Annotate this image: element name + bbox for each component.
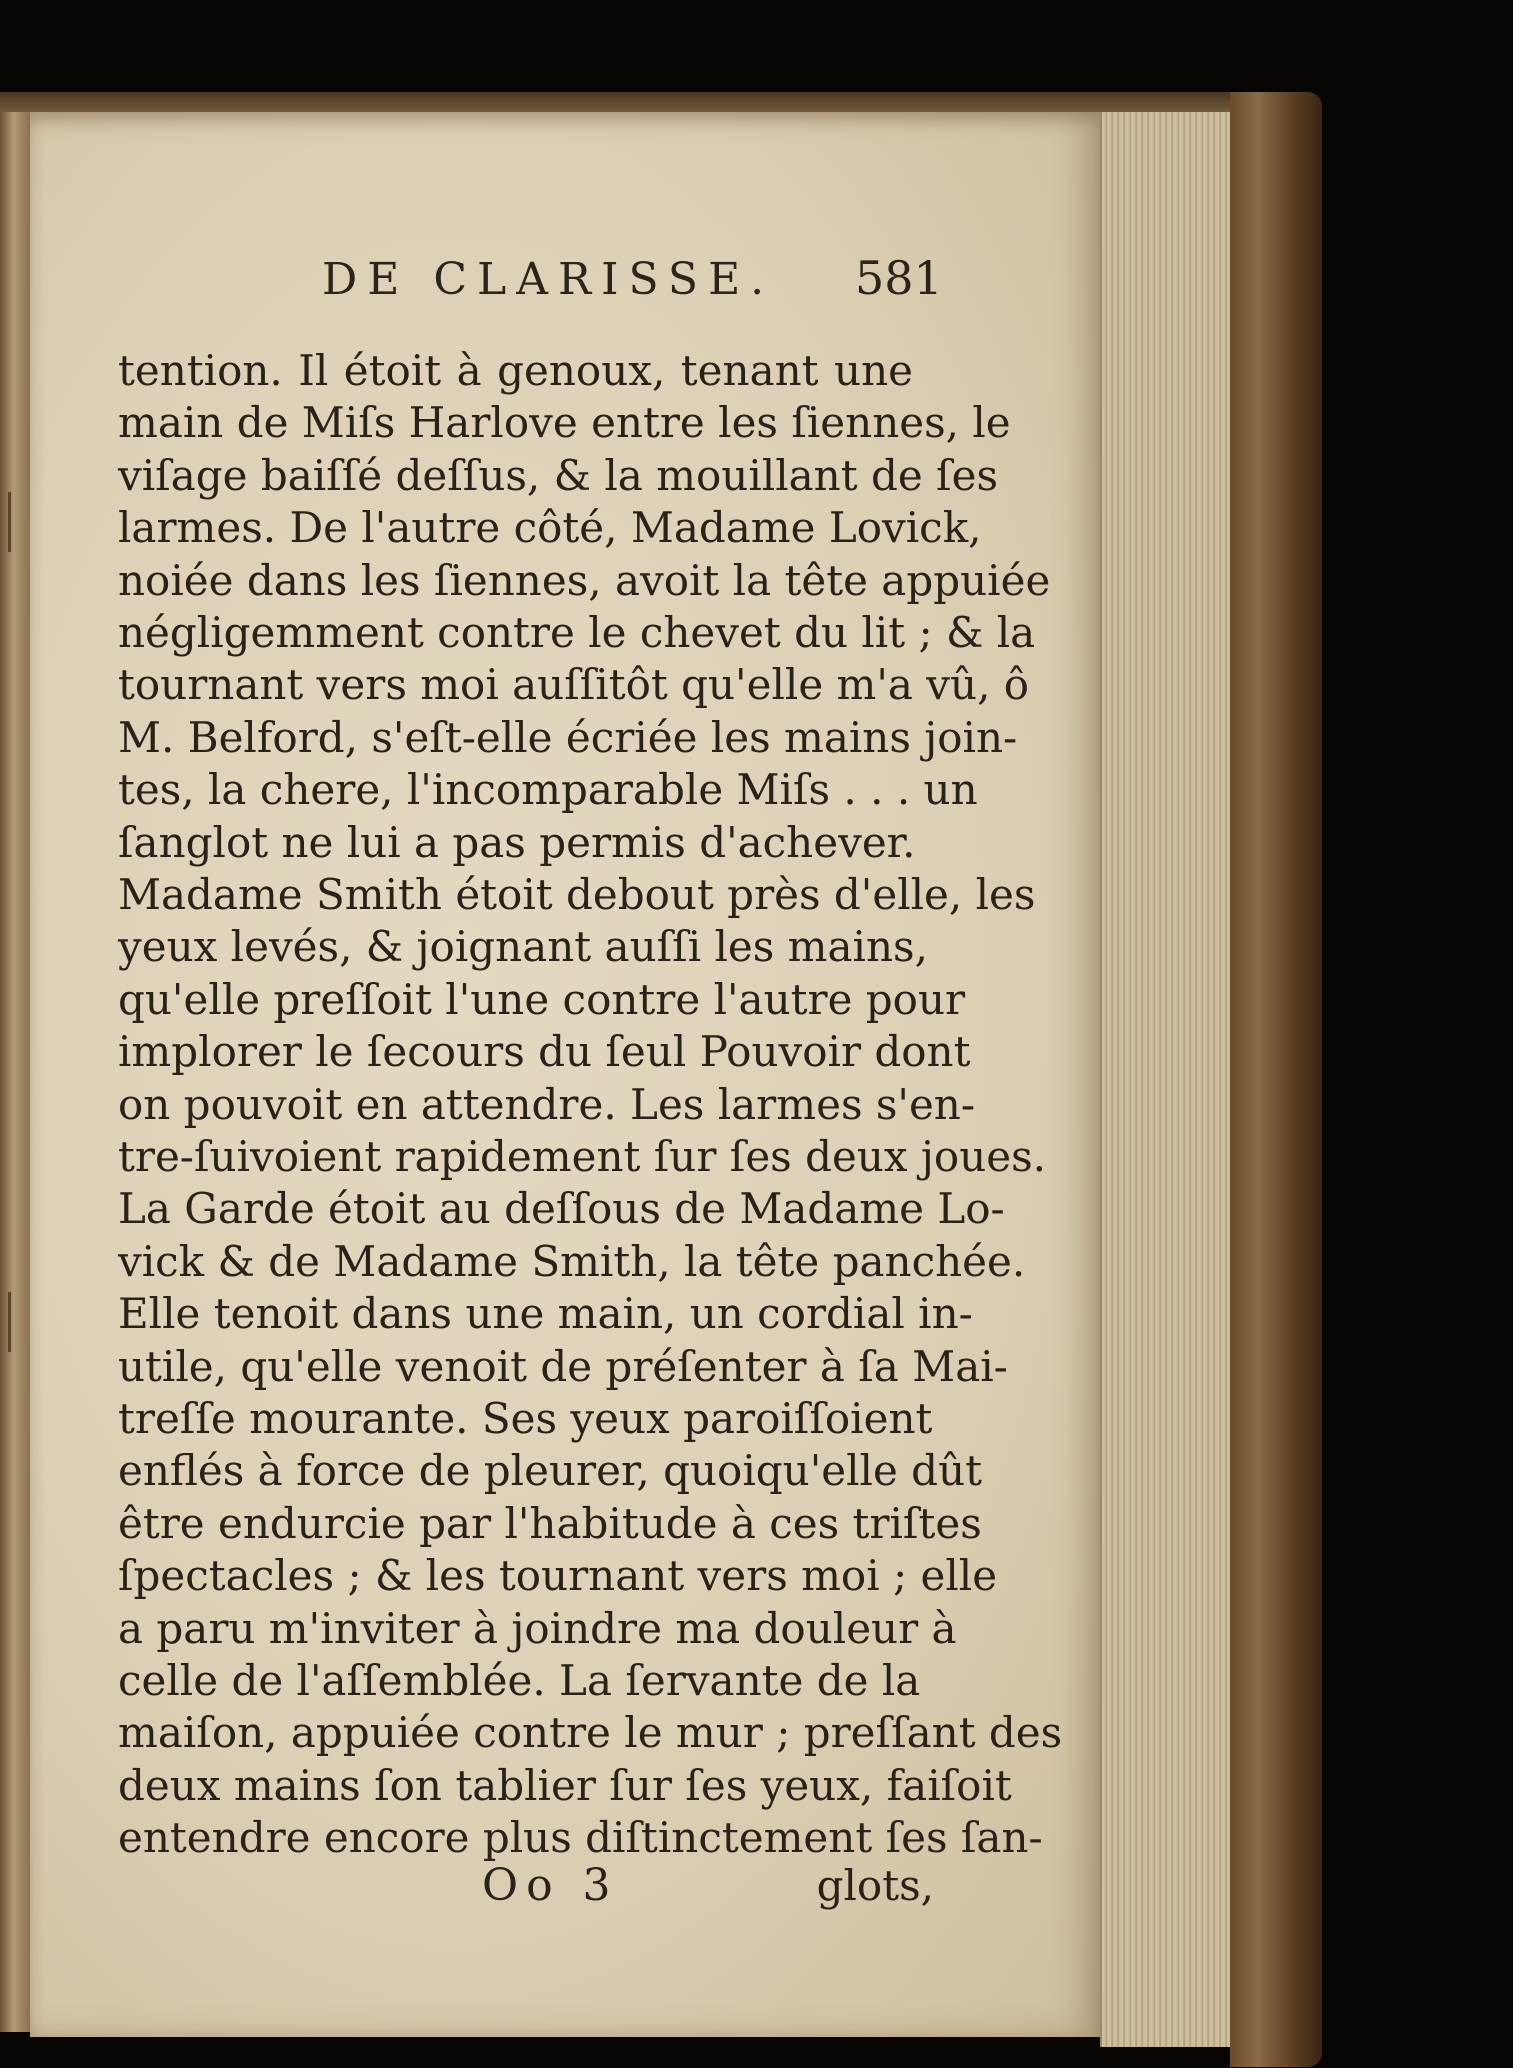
signature-mark: Oo 3 <box>482 1860 619 1911</box>
text-line: La Garde étoit au deſſous de Madame Lo- <box>118 1184 1005 1234</box>
text-line: M. Belford, s'eſt-elle écriée les mains join- <box>118 712 1018 762</box>
text-line: maiſon, appuiée contre le mur ; preſſant des <box>118 1708 1063 1758</box>
text-line: ſanglot ne lui a pas permis d'achever. <box>118 817 916 867</box>
running-head: DE CLARISSE. <box>322 254 775 305</box>
text-line: être endurcie par l'habitude à ces triſtes <box>118 1498 982 1548</box>
text-line: viſage baiſſé deſſus, & la mouillant de ſes <box>118 450 999 500</box>
leather-cover <box>1230 92 1322 2067</box>
binding-thread <box>8 492 11 552</box>
text-line: négligemment contre le chevet du lit ; & la <box>118 608 1036 657</box>
text-line: Elle tenoit dans une main, un cordial in- <box>118 1289 973 1339</box>
binding-thread <box>8 1292 11 1352</box>
text-line: yeux levés, & joignant auſſi les mains, <box>118 922 928 972</box>
text-line: qu'elle preſſoit l'une contre l'autre pour <box>118 974 966 1024</box>
page-block-edges <box>1100 112 1232 2047</box>
text-line: vick & de Madame Smith, la tête panchée. <box>118 1236 1026 1286</box>
text-line: enflés à force de pleurer, quoiqu'elle dût <box>118 1446 982 1496</box>
text-line: deux mains ſon tablier ſur ſes yeux, faiſoit <box>118 1760 1012 1810</box>
text-line: main de Miſs Harlove entre les ſiennes, le <box>118 398 1011 448</box>
text-line: tention. Il étoit à genoux, tenant une <box>118 346 913 395</box>
text-line: tournant vers moi auſſitôt qu'elle m'a vû, ô <box>118 660 1030 710</box>
text-line: noiée dans les ſiennes, avoit la tête appuiée <box>118 555 1051 605</box>
text-line: implorer le ſecours du ſeul Pouvoir dont <box>118 1027 971 1077</box>
text-line: Madame Smith étoit debout près d'elle, les <box>118 870 1036 919</box>
catchword: glots, <box>816 1861 934 1910</box>
text-line: tes, la chere, l'incomparable Miſs . . . un <box>118 765 978 815</box>
page-number: 581 <box>855 251 943 305</box>
text-line: entendre encore plus diſtinctement ſes ſan- <box>118 1813 1043 1863</box>
text-line: utile, qu'elle venoit de préſenter à ſa Mai- <box>118 1341 1008 1391</box>
text-line: on pouvoit en attendre. Les larmes s'en- <box>118 1079 976 1129</box>
text-line: treſſe mourante. Ses yeux paroiſſoient <box>118 1394 933 1443</box>
facing-page-edge <box>0 112 30 2032</box>
text-line: tre-ſuivoient rapidement ſur ſes deux joues. <box>118 1132 1047 1181</box>
text-line: ſpectacles ; & les tournant vers moi ; elle <box>118 1551 998 1601</box>
text-line: celle de l'aſſemblée. La ſervante de la <box>118 1656 921 1705</box>
text-line: larmes. De l'autre côté, Madame Lovick, <box>118 503 982 553</box>
text-line: a paru m'inviter à joindre ma douleur à <box>118 1603 957 1653</box>
